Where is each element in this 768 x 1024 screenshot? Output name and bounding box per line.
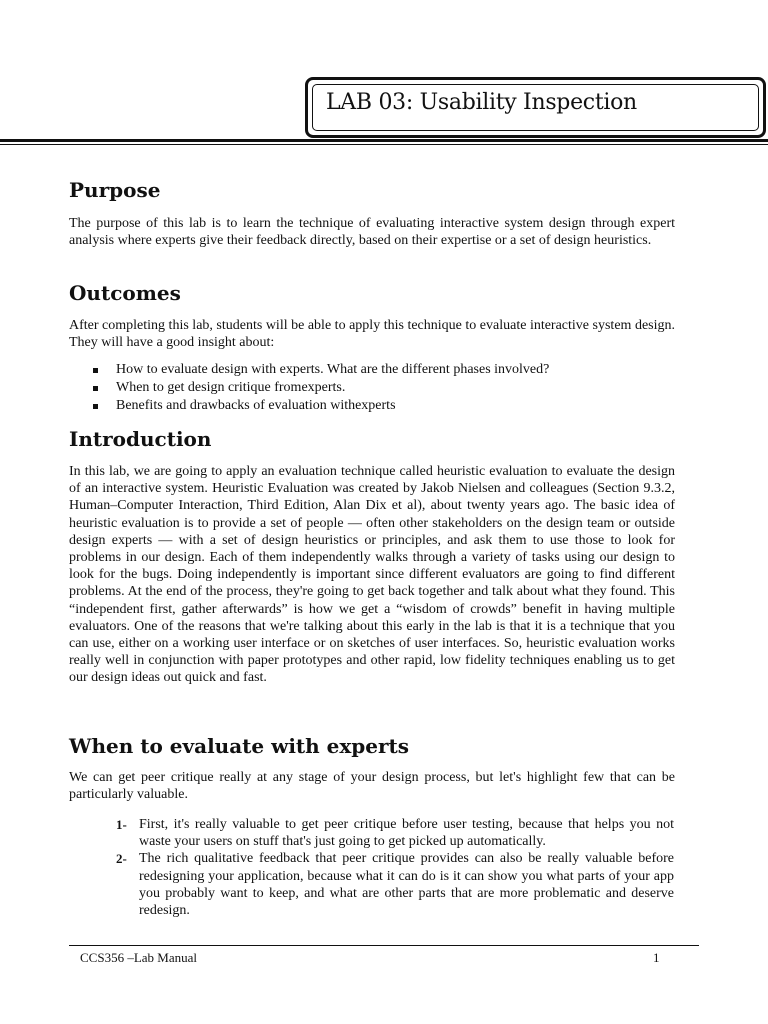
purpose-heading: Purpose [69, 178, 161, 202]
introduction-text: In this lab, we are going to apply an evaluation technique called heuristic evaluation to evaluate the design of an interactive system. Heuristic Evaluation was created by Jakob Nielsen and colleagues (Section 9.3.2, Human–Computer Interaction, Third Edition, Alan Dix et al), about twenty years ago. The basic idea of heuristic evaluation is to provide a set of people — often other stakeholders on the design team or outside design experts — with a set of design heuristics or principles, and ask them to use those to look for problems in our design. Each of them independently walks through a variety of tasks using our design to look for the bugs. Doing independently is important since different evaluators are going to find different problems. At the end of the process, they're going to get back together and talk about what they found. This “independent first, gather afterwards” is how we get a “wisdom of crowds” benefit in having multiple evaluators. One of the reasons that we're talking about this early in the lab is that it is a technique that you can use, either on a working user interface or on sketches of user interfaces. So, heuristic evaluation works really well in conjunction with paper prototypes and other rapid, low fidelity techniques enabling us to get our design ideas out quick and fast. [69, 464, 675, 686]
list-item [116, 850, 674, 919]
list-item [93, 397, 549, 415]
list-item-text: First, it's really valuable to get peer critique before user testing, because that helps you not waste your users on stuff that's just going to get picked up automatically. [139, 817, 674, 850]
page-title: LAB 03: Usability Inspection [326, 90, 637, 115]
list-item [116, 816, 674, 850]
outcomes-bullet-list [93, 361, 549, 415]
outcomes-heading: Outcomes [69, 281, 181, 305]
list-item [93, 361, 549, 379]
introduction-heading: Introduction [69, 427, 212, 451]
bullet-square-icon [93, 368, 98, 373]
when-to-evaluate-text: We can get peer critique really at any stage of your design process, but let's highlight few that can be particularly valuable. [69, 770, 675, 803]
list-item-text: When to get design critique fromexperts. [116, 380, 346, 395]
footer-rule [69, 945, 699, 946]
list-item [93, 379, 549, 397]
bullet-square-icon [93, 386, 98, 391]
when-to-evaluate-heading: When to evaluate with experts [69, 734, 410, 758]
list-number: 1- [116, 817, 127, 832]
bullet-square-icon [93, 404, 98, 409]
header-rule [0, 139, 768, 142]
purpose-text: The purpose of this lab is to learn the technique of evaluating interactive system design through expert analysis where experts give their feedback directly, based on their expertise or a set of design heuristics. [69, 216, 675, 249]
title-box [305, 77, 766, 138]
list-item-text: The rich qualitative feedback that peer critique provides can also be really valuable before redesigning your application, because what it can do is it can show you what parts of your app you probably want to keep, and what are other parts that are more problematic and deserve redesign. [139, 851, 674, 919]
outcomes-text: After completing this lab, students will be able to apply this technique to evaluate interactive system design. They will have a good insight about: [69, 318, 675, 351]
footer-course-label: CCS356 –Lab Manual [80, 950, 197, 965]
header-rule-thin [0, 144, 768, 145]
list-item-text: Benefits and drawbacks of evaluation withexperts [116, 398, 396, 413]
list-item-text: How to evaluate design with experts. What are the different phases involved? [116, 362, 550, 377]
page-number: 1 [653, 950, 660, 965]
when-to-evaluate-numbered-list [116, 816, 674, 919]
list-number: 2- [116, 851, 127, 867]
